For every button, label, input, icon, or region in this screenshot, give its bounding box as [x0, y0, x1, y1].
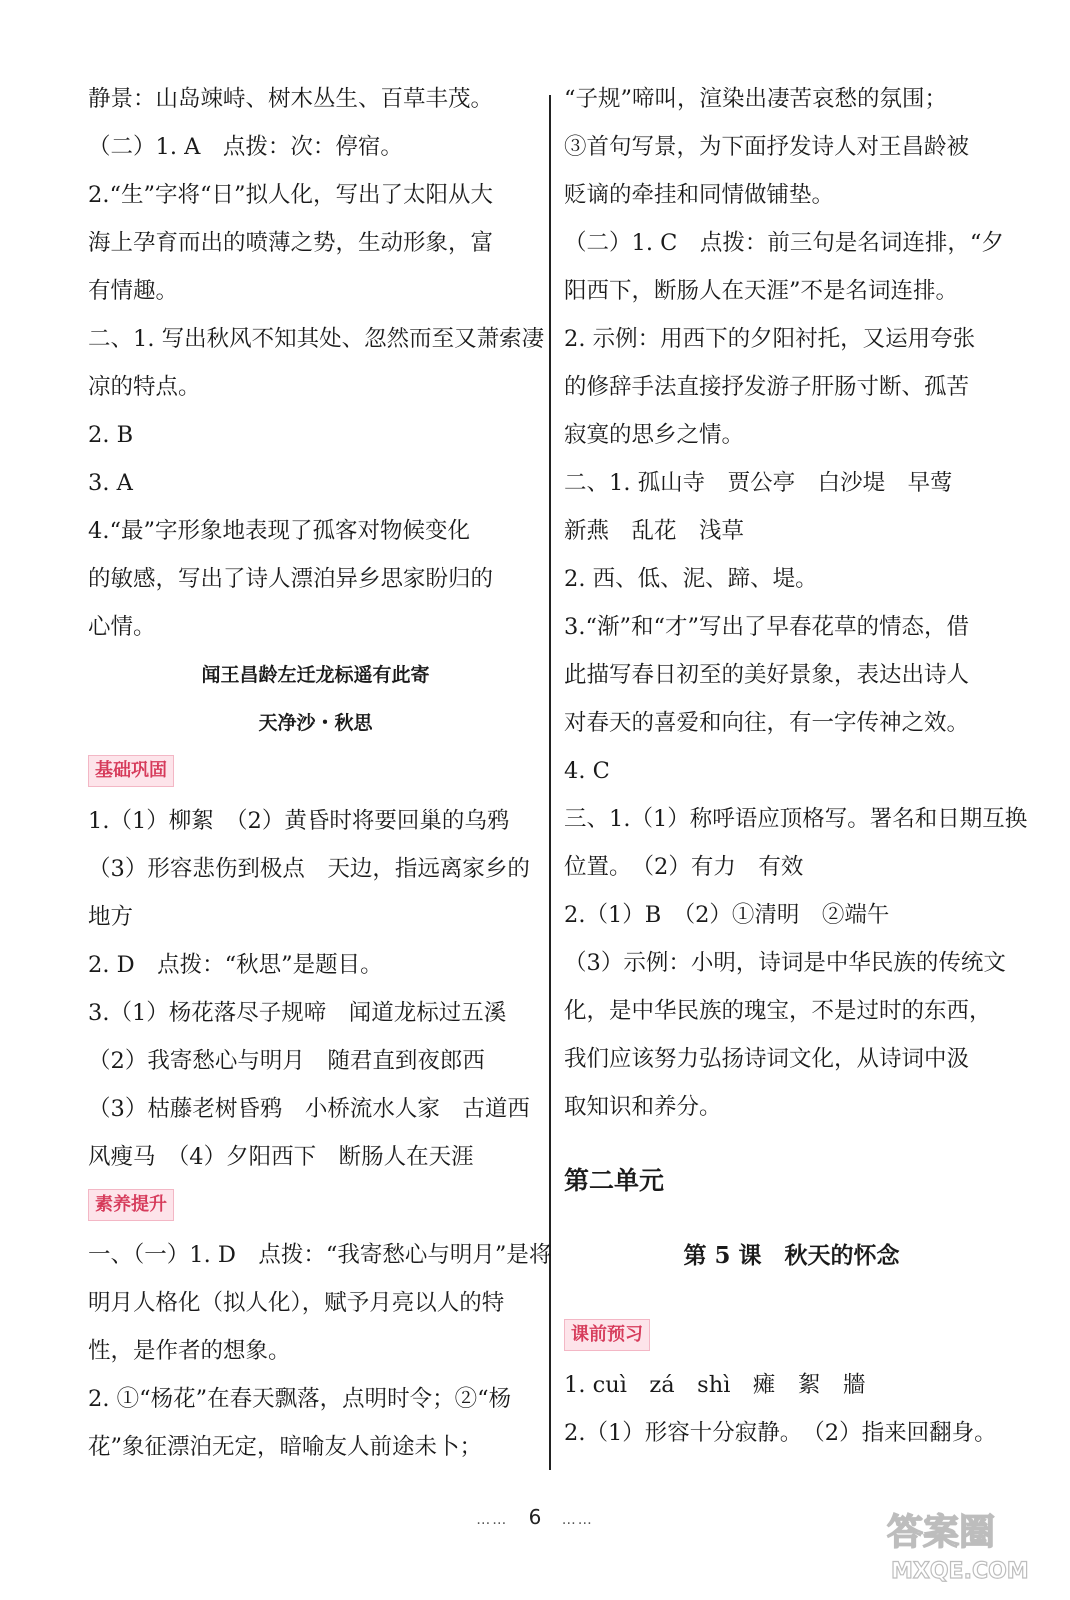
answer-line: 有情趣。 [88, 278, 179, 304]
answer-line: （二）1. A 点拨：次：停宿。 [88, 134, 403, 160]
left-answers-block-3 [88, 1231, 552, 1471]
answer-line: 2.（1）B （2）①清明 ②端午 [564, 902, 890, 928]
answer-line: 2. ①“杨花”在春天飘落，点明时令；②“杨 [88, 1386, 512, 1412]
answer-line: 3.“渐”和“才”写出了早春花草的情态，借 [564, 614, 969, 640]
answer-line: 阳西下，断肠人在天涯”不是名词连排。 [564, 278, 959, 304]
answer-line: 我们应该努力弘扬诗词文化，从诗词中汲 [564, 1046, 970, 1072]
footer-dots-right: …… [561, 1512, 594, 1528]
answer-line: 贬谪的牵挂和同情做铺垫。 [564, 182, 835, 208]
answer-line: 位置。 （2）有力 有效 [564, 854, 804, 880]
answer-line: 4.“最”字形象地表现了孤客对物候变化 [88, 518, 470, 544]
footer-dots-left: …… [476, 1512, 509, 1528]
answer-line: 取知识和养分。 [564, 1094, 722, 1120]
answer-line: ③首句写景，为下面抒发诗人对王昌龄被 [564, 134, 970, 160]
answer-line: 二、1. 写出秋风不知其处、忽然而至又萧索凄 [88, 326, 545, 352]
watermark-logo [877, 1496, 1052, 1586]
answer-line: 此描写春日初至的美好景象，表达出诗人 [564, 662, 970, 688]
right-answers-block-1 [564, 75, 1028, 1131]
section-tag-preview: 课前预习 [564, 1319, 650, 1351]
answer-line: 1. cuì zá shì 瘫 絮 牆 [564, 1372, 866, 1398]
right-answers-block-2 [564, 1361, 1019, 1457]
answer-line: 二、1. 孤山寺 贾公亭 白沙堤 早莺 [564, 470, 953, 496]
answer-line: 对春天的喜爱和向往，有一字传神之效。 [564, 710, 970, 736]
answer-line: 的敏感，写出了诗人漂泊异乡思家盼归的 [88, 566, 494, 592]
answer-line: 化，是中华民族的瑰宝，不是过时的东西， [564, 998, 992, 1024]
answer-line: 一、（一）1. D 点拨：“我寄愁心与明月”是将 [88, 1242, 552, 1268]
answer-line: 明月人格化（拟人化），赋予月亮以人的特 [88, 1290, 505, 1316]
answer-line: 4. C [564, 758, 610, 784]
answer-line: 寂寞的思乡之情。 [564, 422, 745, 448]
answer-line: 风瘦马 （4）夕阳西下 断肠人在天涯 [88, 1144, 474, 1170]
answer-line: 凉的特点。 [88, 374, 201, 400]
answer-line: 2. 西、低、泥、蹄、堤。 [564, 566, 818, 592]
watermark-text-url: MXQE.COM [891, 1559, 1029, 1584]
left-answers-block-2 [88, 797, 543, 1181]
left-answers-block-1 [88, 75, 543, 651]
left-column [88, 75, 552, 1471]
answer-line: 海上孕育而出的喷薄之势，生动形象，富 [88, 230, 494, 256]
answer-line: 3. A [88, 470, 133, 496]
answer-line: 3.（1）杨花落尽子规啼 闻道龙标过五溪 [88, 1000, 507, 1026]
answer-line: 性，是作者的想象。 [88, 1338, 291, 1364]
answer-line: “子规”啼叫，渲染出凄苦哀愁的氛围； [564, 86, 948, 112]
answer-line: 2. D 点拨：“秋思”是题目。 [88, 952, 383, 978]
answer-line: 2. B [88, 422, 134, 448]
answer-line: （二）1. C 点拨：前三句是名词连排，“夕 [564, 230, 1004, 256]
page-number: 6 [528, 1505, 542, 1529]
answer-line: （2）我寄愁心与明月 随君直到夜郎西 [88, 1048, 485, 1074]
answer-line: （3）枯藤老树昏鸦 小桥流水人家 古道西 [88, 1096, 530, 1122]
answer-line: 的修辞手法直接抒发游子肝肠寸断、孤苦 [564, 374, 970, 400]
right-column [564, 75, 1028, 1457]
poem-title-1: 闻王昌龄左迁龙标遥有此寄 [201, 664, 430, 686]
answer-line: 1.（1）柳絮 （2）黄昏时将要回巢的乌鸦 [88, 808, 510, 834]
answer-line: 静景：山岛竦峙、树木丛生、百草丰茂。 [88, 86, 494, 112]
section-tag-improve: 素养提升 [88, 1189, 174, 1221]
answer-line: 新燕 乱花 浅草 [564, 518, 745, 544]
answer-line: （3）示例：小明，诗词是中华民族的传统文 [564, 950, 1006, 976]
section-tag-basic: 基础巩固 [88, 755, 174, 787]
answer-line: 2.“生”字将“日”拟人化，写出了太阳从大 [88, 182, 493, 208]
answer-line: 2. 示例：用西下的夕阳衬托，又运用夸张 [564, 326, 976, 352]
answer-line: 花”象征漂泊无定，暗喻友人前途未卜； [88, 1434, 483, 1460]
answer-line: 三、1.（1）称呼语应顶格写。署名和日期互换 [564, 806, 1028, 832]
answer-line: 地方 [88, 904, 134, 930]
poem-title-2: 天净沙・秋思 [258, 712, 373, 734]
answer-line: 心情。 [88, 614, 156, 640]
answer-line: （3）形容悲伤到极点 天边，指远离家乡的 [88, 856, 530, 882]
answer-line: 2.（1）形容十分寂静。 （2）指来回翻身。 [564, 1420, 997, 1446]
lesson-title: 第 5 课 秋天的怀念 [683, 1242, 900, 1269]
unit-heading: 第二单元 [564, 1166, 665, 1195]
watermark-text-main: 答案圈 [887, 1512, 996, 1553]
